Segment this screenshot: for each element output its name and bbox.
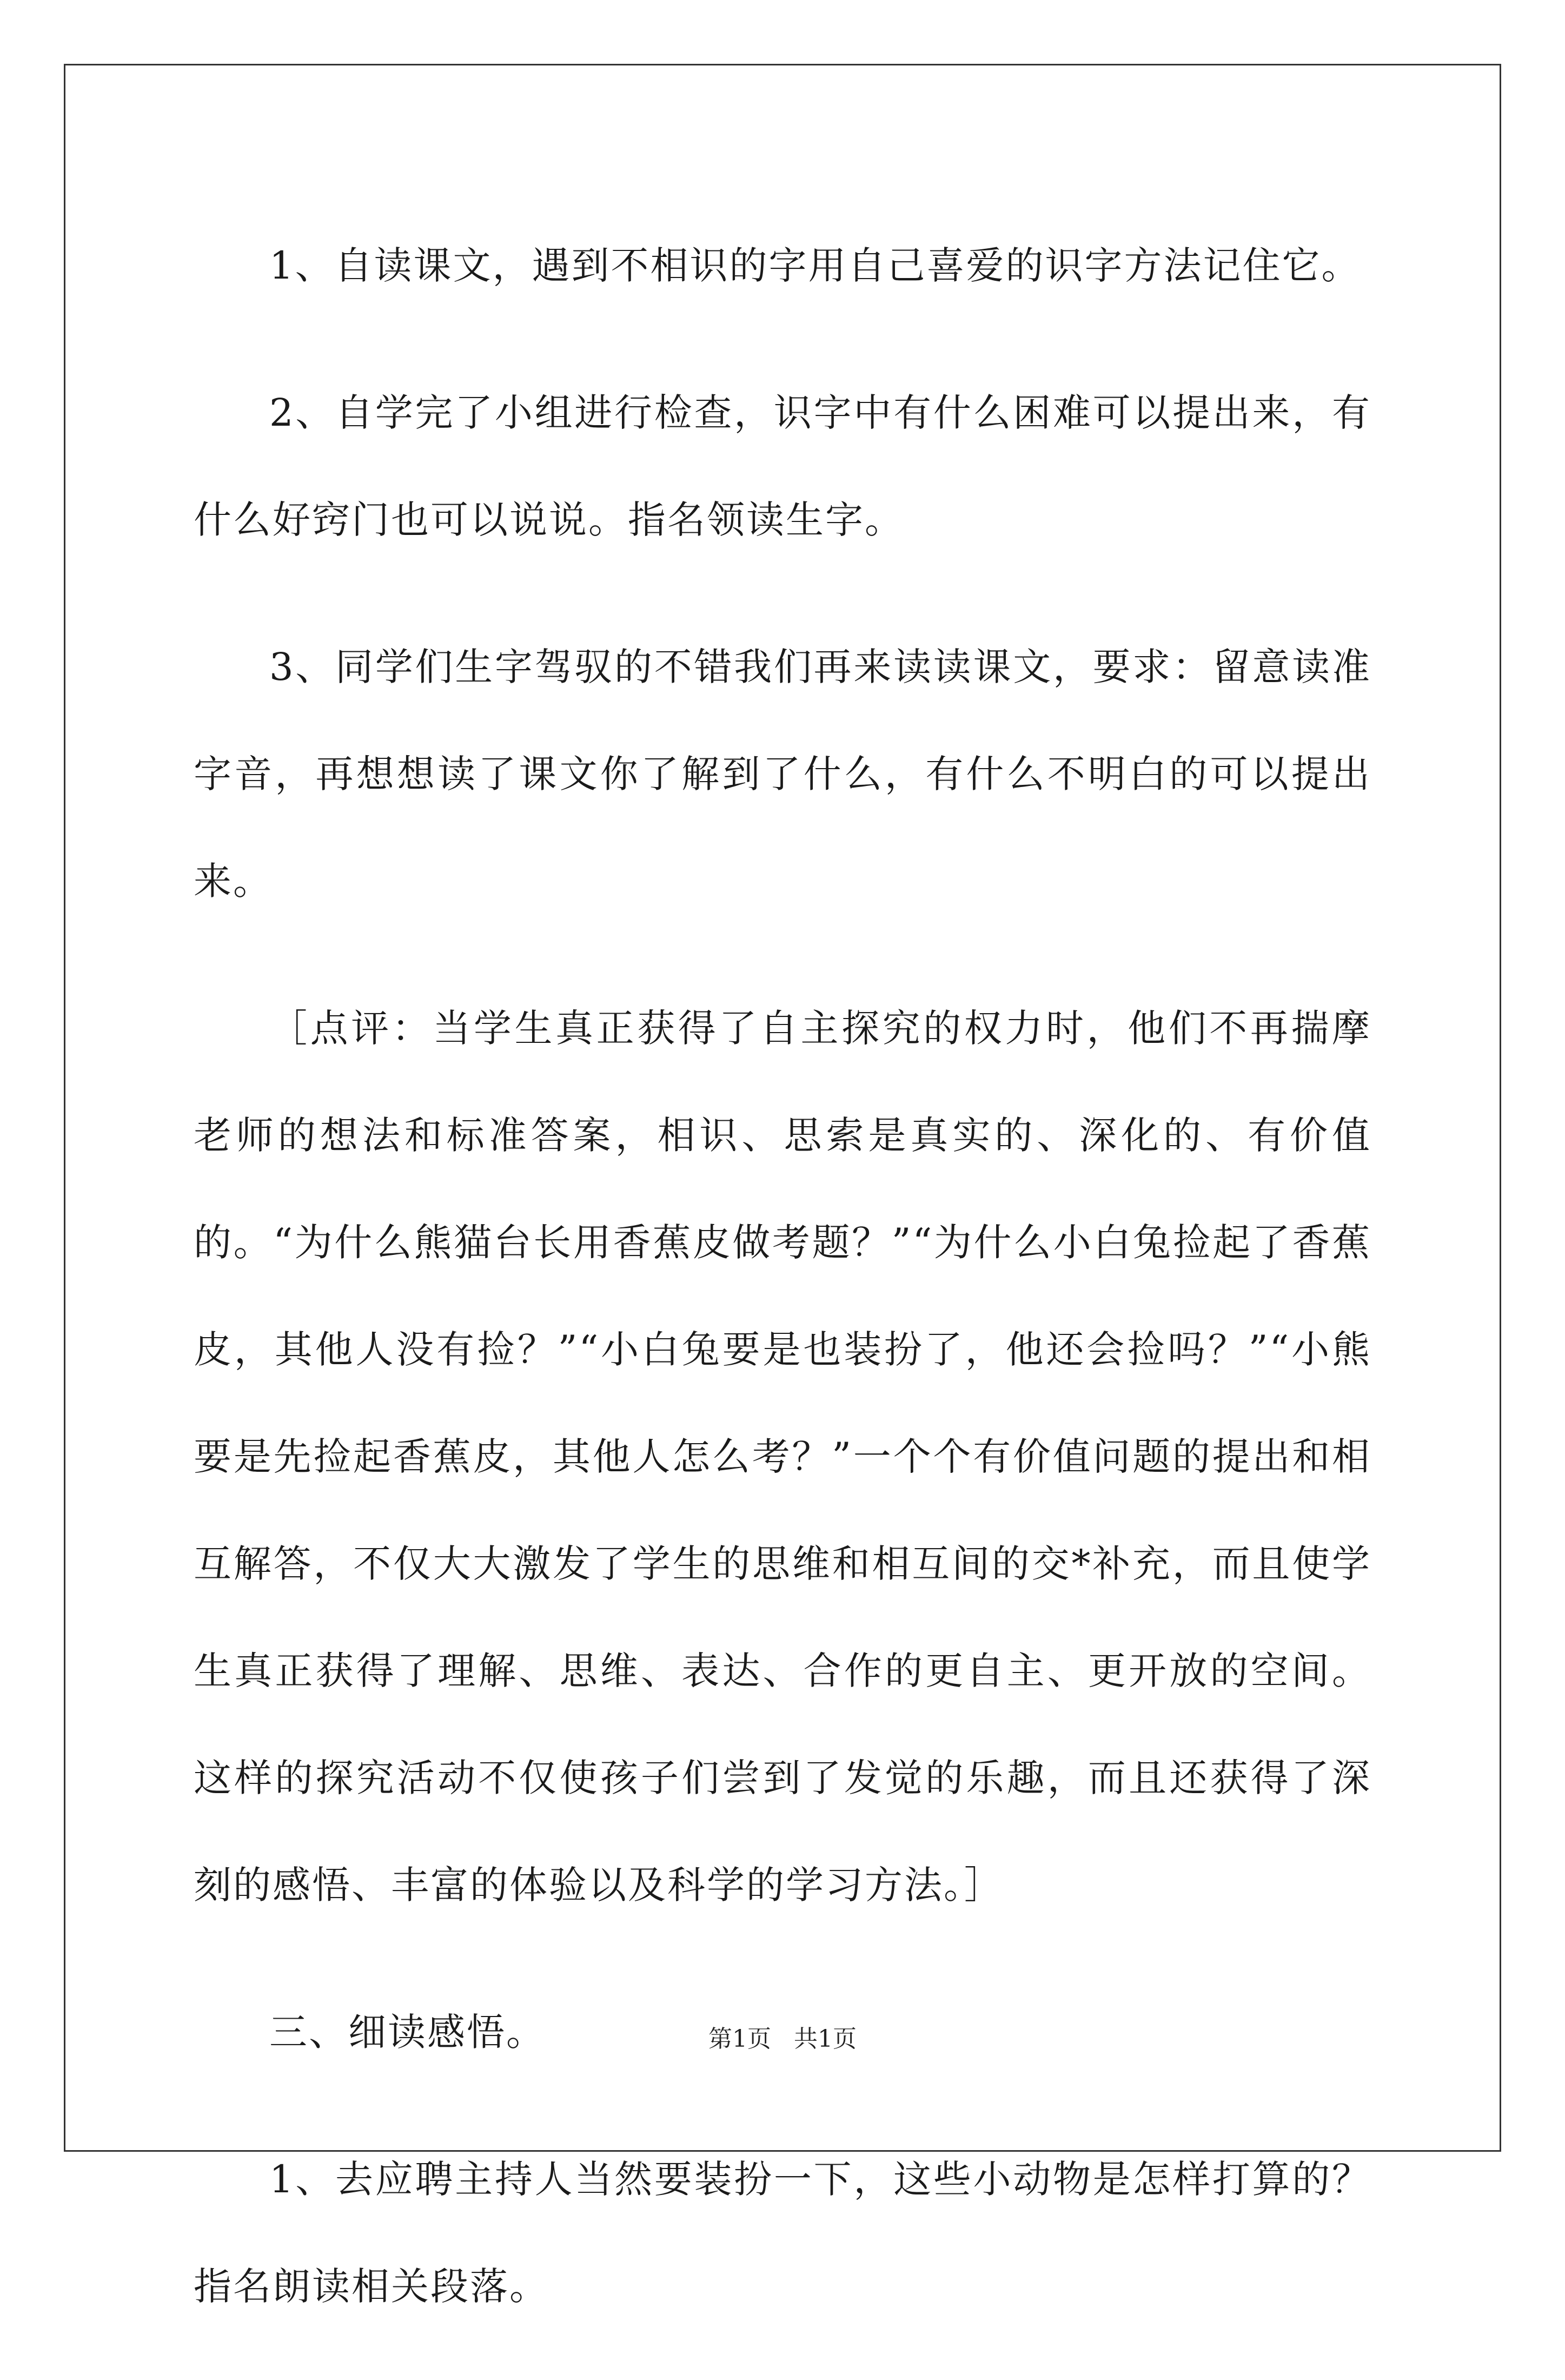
page-number-total: 共1页 bbox=[794, 2025, 857, 2053]
section-heading: 三、细读感悟。 bbox=[269, 2010, 546, 2054]
paragraph-1: 1、自读课文，遇到不相识的字用自己喜爱的识字方法记住它。 bbox=[269, 243, 1361, 288]
page-footer bbox=[0, 2023, 1565, 2055]
page-number-current: 第1页 bbox=[708, 2025, 771, 2053]
paragraph-comment: ［点评：当学生真正获得了自主探究的权力时，他们不再揣摩老师的想法和标准答案，相识、思索是真实的、深化的、有价值的。“为什么熊猫台长用香蕉皮做考题？”“为什么小白兔捡起了香蕉皮，其他人没有捡？”“小白兔要是也装扮了，他还会捡吗？”“小熊要是先捡起香蕉皮，其他人怎么考？”一个个有价值问题的提出和相互解答，不仅大大激发了学生的思维和相互间的交*补充，而且使学生真正获得了理解、思维、表达、合作的更自主、更开放的空间。这样的探究活动不仅使孩子们尝到了发觉的乐趣，而且还获得了深刻的感悟、丰富的体验以及科学的学习方法。］ bbox=[194, 1006, 1371, 1907]
paragraph-2: 2、自学完了小组进行检查，识字中有什么困难可以提出来，有什么好窍门也可以说说。指名领读生字。 bbox=[194, 391, 1371, 542]
paragraph-3: 3、同学们生字驾驭的不错我们再来读读课文，要求：留意读准字音，再想想读了课文你了解到了什么，有什么不明白的可以提出来。 bbox=[194, 645, 1371, 903]
paragraph-4: 1、去应聘主持人当然要装扮一下，这些小动物是怎样打算的？指名朗读相关段落。 bbox=[194, 2157, 1371, 2309]
